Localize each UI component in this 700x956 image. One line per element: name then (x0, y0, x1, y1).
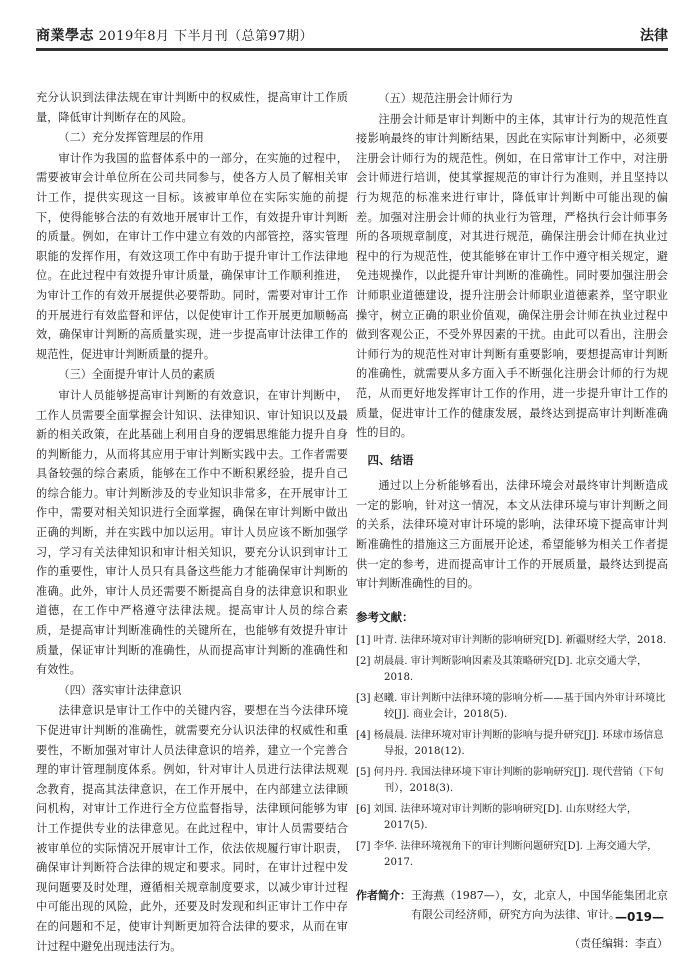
paragraph: 法律意识是审计工作中的关键内容，要想在当今法律环境下促进审计判断的准确性，就需要充分认识法律的权威性和重要性，不断加强对审计人员法律意识的培养，建立一个完善合理的审计管理制度体系。例如，针对审计人员进行法律法规观念教育，提高其法律意识，在工作开展中，在内部建立法律顾问机构，对审计工作进行全方位监督指导，法律顾问能够为审计工作提供专业的法律意见。在此过程中，审计人员需要结合被审单位的实际情况开展审计工作，依法依规履行审计职责，确保审计判断符合法律的规定和要求。同时，在审计过程中发现问题要及时处理，遵循相关规章制度要求，以减少审计过程中可能出现的风险，此外，还要及时发现和纠正审计工作中存在的问题和不足，使审计判断更加符合法律的要求，从而在审计过程中避免出现违法行为。 (36, 704, 348, 953)
reference-item: [6] 刘国. 法律环境对审计判断的影响研究[D]. 山东财经大学，2017(5). (356, 803, 638, 832)
section-label: 法律 (640, 28, 668, 44)
author-label: 作者简介： (356, 888, 411, 902)
paragraph: 通过以上分析能够看出，法律环境会对最终审计判断造成一定的影响，针对这一情况，本文从法律环境与审计判断之间的关系，法律环境对审计环境的影响，法律环境下提高审计判断准确性的措施这三方面展开论述，希望能够为相关工作者提供一定的参考，进而提高审计工作的开展质量，最终达到提高审计判断准确性的目的。 (356, 479, 668, 591)
left-column (36, 88, 348, 956)
editor-note: （责任编辑：李直） (569, 936, 668, 950)
paragraph: 审计作为我国的监督体系中的一部分，在实施的过程中，需要被审会计单位所在公司共同参与，使各方人员了解相关审计工作，提供实现这一目标。该被审单位在实际实施的前提下，使得能够合法的有效地开展审计工作，有效提升审计判断的质量。例如，在审计工作中建立有效的内部管控，落实管理职能的发挥作用，有效这项工作中有助于提升审计工作法律地位。在此过程中有效提升审计质量，确保审计工作顺利推进，为审计工作的有效开展提供必要帮助。同时，需要对审计工作的开展进行有效监督和评估，以促使审计工作开展更加顺畅高效，确保审计判断的高质量实现，进一步提高审计法律工作的规范性，促进审计判断质量的提升。 (36, 151, 348, 361)
reference-item: [1] 叶青. 法律环境对审计判断的影响研究[D]. 新疆财经大学，2018. (356, 635, 667, 647)
author-text: 王海燕（1987—），女，北京人，中国华能集团北京有限公司经济师，研究方向为法律、审计。 (411, 888, 668, 921)
paragraph: 注册会计师是审计判断中的主体，其审计行为的规范性直接影响最终的审计判断结果，因此在实际审计判断中，必须要注册会计师行为的规范性。例如，在日常审计工作中，对注册会计师进行培训，使其掌握规范的审计行为准则，并且坚持以行为规范的标准来进行审计，降低审计判断中可能出现的偏差。加强对注册会计师的执业行为管理，严格执行会计师事务所的各项规章制度，对其进行规范，确保注册会计师在执业过程中的行为规范性，使其能够在审计工作中遵守相关规定，避免违规操作，以此提升审计判断的准确性。同时要加强注册会计师职业道德建设，提升注册会计师职业道德素养，坚守职业操守，树立正确的职业价值观，确保注册会计师在执业过程中做到客观公正，不受外界因素的干扰。由此可以看出，注册会计师行为的规范性对审计判断有重要影响，要想提高审计判断的准确性，就需要从多方面入手不断强化注册会计师的行为规范，从而更好地发挥审计工作的作用，进一步提升审计工作的质量，促进审计工作的健康发展，最终达到提高审计判断准确性的目的。 (356, 112, 668, 440)
reference-item: [4] 杨晨晨. 法律环境对审计判断的影响与提升研究[J]. 环球市场信息导报，2018(12). (356, 729, 664, 758)
page-header (36, 22, 668, 51)
subheading: （五）规范注册会计师行为 (378, 92, 513, 105)
right-column-body (356, 89, 668, 594)
paragraph: 充分认识到法律法规在审计判断中的权威性，提高审计工作质量，降低审计判断存在的风险。 (36, 91, 348, 124)
page-number: —019— (614, 910, 664, 924)
journal-brand: 商業學志 (36, 28, 94, 44)
journal-info (36, 25, 313, 48)
journal-issue: 2019年8月 下半月刊（总第97期） (98, 29, 314, 44)
reference-item: [2] 胡晨晨. 审计判断影响因素及其策略研究[D]. 北京交通大学，2018. (356, 655, 648, 684)
reference-item: [5] 何丹丹. 我国法律环境下审计判断的影响研究[J]. 现代营销（下旬刊），2018(3). (356, 766, 664, 795)
reference-item: [7] 李华. 法律环境视角下的审计判断问题研究[D]. 上海交通大学，2017. (356, 840, 658, 869)
subheading: （三）全面提升审计人员的素质 (58, 368, 216, 382)
references-list (356, 633, 668, 872)
subheading: （二）充分发挥管理层的作用 (58, 131, 204, 145)
subheading: （四）落实审计法律意识 (58, 683, 182, 697)
section-heading: 四、结语 (367, 452, 414, 467)
reference-item: [3] 赵曦. 审计判断中法律环境的影响分析——基于国内外审计环境比较[J]. 商业会计，2018(5). (356, 692, 666, 721)
right-column (356, 88, 668, 954)
references-title: 参考文献： (356, 609, 414, 624)
paragraph: 审计人员能够提高审计判断的有效意识，在审计判断中，工作人员需要全面掌握会计知识、法律知识、审计知识以及最新的相关政策，在此基础上利用自身的逻辑思维能力提升自身的判断能力，从而将其应用于审计判断实践中去。工作者需要具备较强的综合素质，能够在工作中不断积累经验，提升自己的综合能力。审计判断涉及的专业知识非常多，在开展审计工作中，需要对相关知识进行全面掌握，确保在审计判断中做出正确的判断，并在实践中加以运用。审计人员应该不断加强学习，学习有关法律知识和审计相关知识，要充分认识到审计工作的重要性，审计人员只有具备这些能力才能确保审计判断的准确。此外，审计人员还需要不断提高自身的法律意识和职业道德，在工作中严格遵守法律法规。提高审计人员的综合素质，是提高审计判断准确性的关键所在，也能够有效提升审计质量，保证审计判断的准确性，从而提高审计判断的准确性和有效性。 (36, 388, 348, 677)
